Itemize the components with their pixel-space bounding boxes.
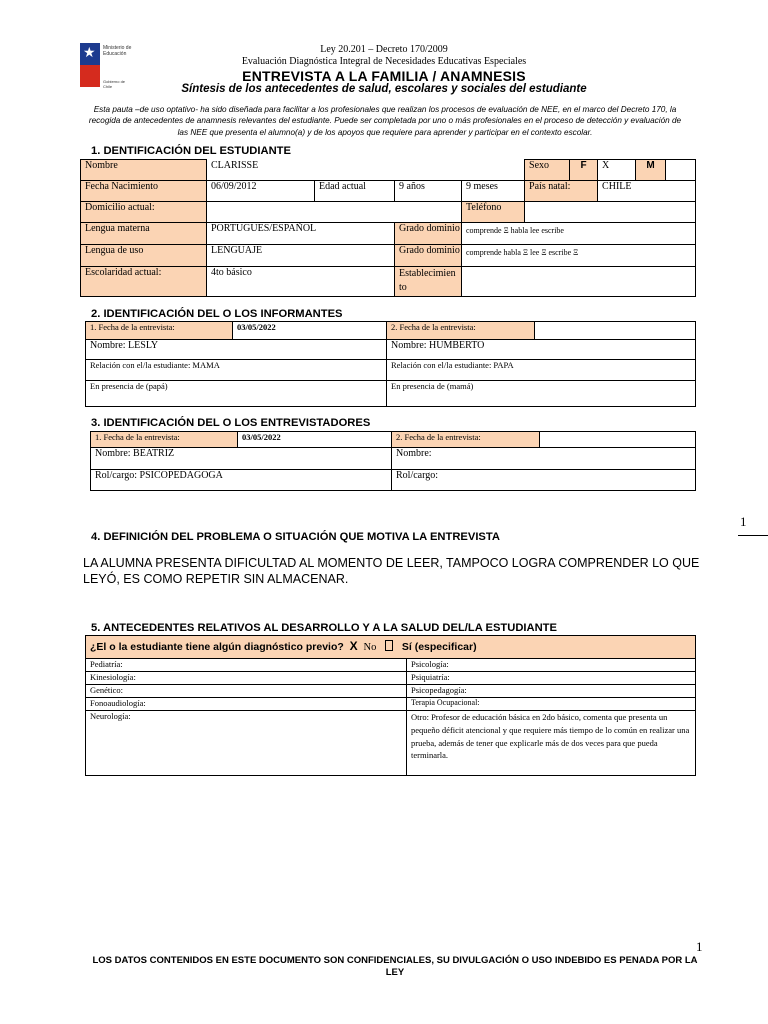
psicopedagogia: Psicopedagogía: <box>407 685 696 698</box>
page-number: 1 <box>696 939 703 954</box>
header-law: Ley 20.201 – Decreto 170/2009 <box>320 44 448 55</box>
edad-meses: 9 meses <box>462 181 525 202</box>
health-history-table <box>85 635 696 776</box>
informant1-date-label: 1. Fecha de la entrevista: <box>86 322 233 340</box>
section3-title: 3. IDENTIFICACIÓN DEL O LOS ENTREVISTADORES <box>91 417 371 429</box>
pais-value: CHILE <box>598 181 696 202</box>
informants-table <box>85 321 696 407</box>
interviewer1-date-label: 1. Fecha de la entrevista: <box>91 432 238 448</box>
informant2-presence: En presencia de (mamá) <box>387 381 696 407</box>
diagnosis-question-row <box>86 636 696 659</box>
escolaridad-label: Escolaridad actual: <box>81 267 207 297</box>
diagnosis-si: Sí (especificar) <box>401 641 477 653</box>
section2-title: 2. IDENTIFICACIÓN DEL O LOS INFORMANTES <box>91 308 343 320</box>
lengua-materna-value: PORTUGUES/ESPAÑOL <box>207 223 395 245</box>
fecha-nac-value: 06/09/2012 <box>207 181 315 202</box>
informant2-name: Nombre: HUMBERTO <box>387 340 696 360</box>
diagnosis-no: No <box>363 642 377 653</box>
sexo-m: M <box>636 160 666 181</box>
side-rule <box>738 535 768 536</box>
interviewer2-name: Nombre: <box>392 448 696 470</box>
grado-dominio-label-1: Grado dominio <box>395 223 462 245</box>
document-title: ENTREVISTA A LA FAMILIA / ANAMNESIS <box>242 68 526 84</box>
document-subtitle: Síntesis de los antecedentes de salud, escolares y sociales del estudiante <box>181 83 587 95</box>
interviewer1-date: 03/05/2022 <box>238 432 392 448</box>
telefono-value <box>525 202 696 223</box>
section5-title: 5. ANTECEDENTES RELATIVOS AL DESARROLLO Y A LA SALUD DEL/LA ESTUDIANTE <box>91 622 557 634</box>
dominio-1: comprende Ξ habla lee escribe <box>462 223 696 245</box>
section1-title: 1. DENTIFICACIÓN DEL ESTUDIANTE <box>91 145 291 157</box>
sexo-label: Sexo <box>525 160 570 181</box>
side-page-number: 1 <box>740 514 747 529</box>
checkbox-icon <box>385 640 393 651</box>
informant2-date <box>535 322 696 340</box>
interviewers-table <box>90 431 696 491</box>
dominio-2: comprende habla Ξ lee Ξ escribe Ξ <box>462 245 696 267</box>
problem-description: LA ALUMNA PRESENTA DIFICULTAD AL MOMENTO DE LEER, TAMPOCO LOGRA COMPRENDER LO QUE LEYÓ, ES COMO REPETIR SIN ALMACENAR. <box>83 556 700 586</box>
header-subtitle: Evaluación Diagnóstica Integral de Necesidades Educativas Especiales <box>241 56 527 67</box>
terapia-ocupacional: Terapia Ocupacional: <box>407 698 696 711</box>
genetico: Genético: <box>86 685 407 698</box>
edad-label: Edad actual <box>315 181 395 202</box>
domicilio-value <box>207 202 462 223</box>
domicilio-label: Domicilio actual: <box>81 202 207 223</box>
informant2-date-label: 2. Fecha de la entrevista: <box>387 322 535 340</box>
diagnosis-question: ¿El o la estudiante tiene algún diagnóstico previo? <box>90 641 344 653</box>
establecimiento-value <box>462 267 696 297</box>
student-identification-table <box>80 159 696 297</box>
sexo-x: X <box>598 160 636 181</box>
informant1-presence: En presencia de (papá) <box>86 381 387 407</box>
edad-anos: 9 años <box>395 181 462 202</box>
pediatria: Pediatría: <box>86 659 407 672</box>
logo-line1: Ministerio de Educación <box>103 45 132 57</box>
neurologia: Neurología: <box>86 711 407 776</box>
sexo-m-box <box>666 160 696 181</box>
psicologia: Psicología: <box>407 659 696 672</box>
diagnosis-answer-mark: X <box>349 639 358 653</box>
grado-dominio-label-2: Grado dominio <box>395 245 462 267</box>
informant1-relation: Relación con el/la estudiante: MAMA <box>86 360 387 381</box>
psiquiatria: Psiquiatría: <box>407 672 696 685</box>
establecimiento-label: Establecimiento <box>395 267 462 297</box>
intro-paragraph: Esta pauta –de uso optativo- ha sido diseñada para facilitar a los profesionales que realizan los procesos de evaluación de NEE, en el marco del Decreto 170, la recogida de antecedentes de anamnesis relevantes del estudiante. Puede ser completada por uno o más profesionales en el proceso de detección y evaluación de las NEE que presenta el alumno(a) y de los apoyos que requiere para aprender y participar en el contexto escolar. <box>88 105 682 137</box>
interviewer2-date-label: 2. Fecha de la entrevista: <box>392 432 540 448</box>
fonoaudiologia: Fonoaudiología: <box>86 698 407 711</box>
interviewer2-role: Rol/cargo: <box>392 470 696 491</box>
lengua-materna-label: Lengua materna <box>81 223 207 245</box>
star-icon: ★ <box>83 45 96 61</box>
interviewer1-name: Nombre: BEATRIZ <box>91 448 392 470</box>
escolaridad-value: 4to básico <box>207 267 395 297</box>
nombre-label: Nombre <box>81 160 207 181</box>
informant2-relation: Relación con el/la estudiante: PAPA <box>387 360 696 381</box>
section4-title: 4. DEFINICIÓN DEL PROBLEMA O SITUACIÓN QUE MOTIVA LA ENTREVISTA <box>91 531 500 543</box>
logo-line2: Gobierno de Chile <box>103 79 126 89</box>
interviewer1-role: Rol/cargo: PSICOPEDAGOGA <box>91 470 392 491</box>
kinesiologia: Kinesiología: <box>86 672 407 685</box>
lengua-uso-label: Lengua de uso <box>81 245 207 267</box>
telefono-label: Teléfono <box>462 202 525 223</box>
informant1-name: Nombre: LESLY <box>86 340 387 360</box>
confidentiality-footer: LOS DATOS CONTENIDOS EN ESTE DOCUMENTO SON CONFIDENCIALES, SU DIVULGACIÓN O USO INDEBIDO ES PENADA POR LA LEY <box>92 955 698 978</box>
lengua-uso-value: LENGUAJE <box>207 245 395 267</box>
sexo-f: F <box>570 160 598 181</box>
pais-label: País natal: <box>525 181 598 202</box>
informant1-date: 03/05/2022 <box>233 322 387 340</box>
interviewer2-date <box>540 432 696 448</box>
otro: Otro: Profesor de educación básica en 2do básico, comenta que presenta un pequeño déficit atencional y que requiere más tiempo de lo común en realizar una prueba, además de tener que explicarle más de dos veces para que pueda terminarla. <box>407 711 696 776</box>
nombre-value: CLARISSE <box>207 160 525 181</box>
fecha-nac-label: Fecha Nacimiento <box>81 181 207 202</box>
